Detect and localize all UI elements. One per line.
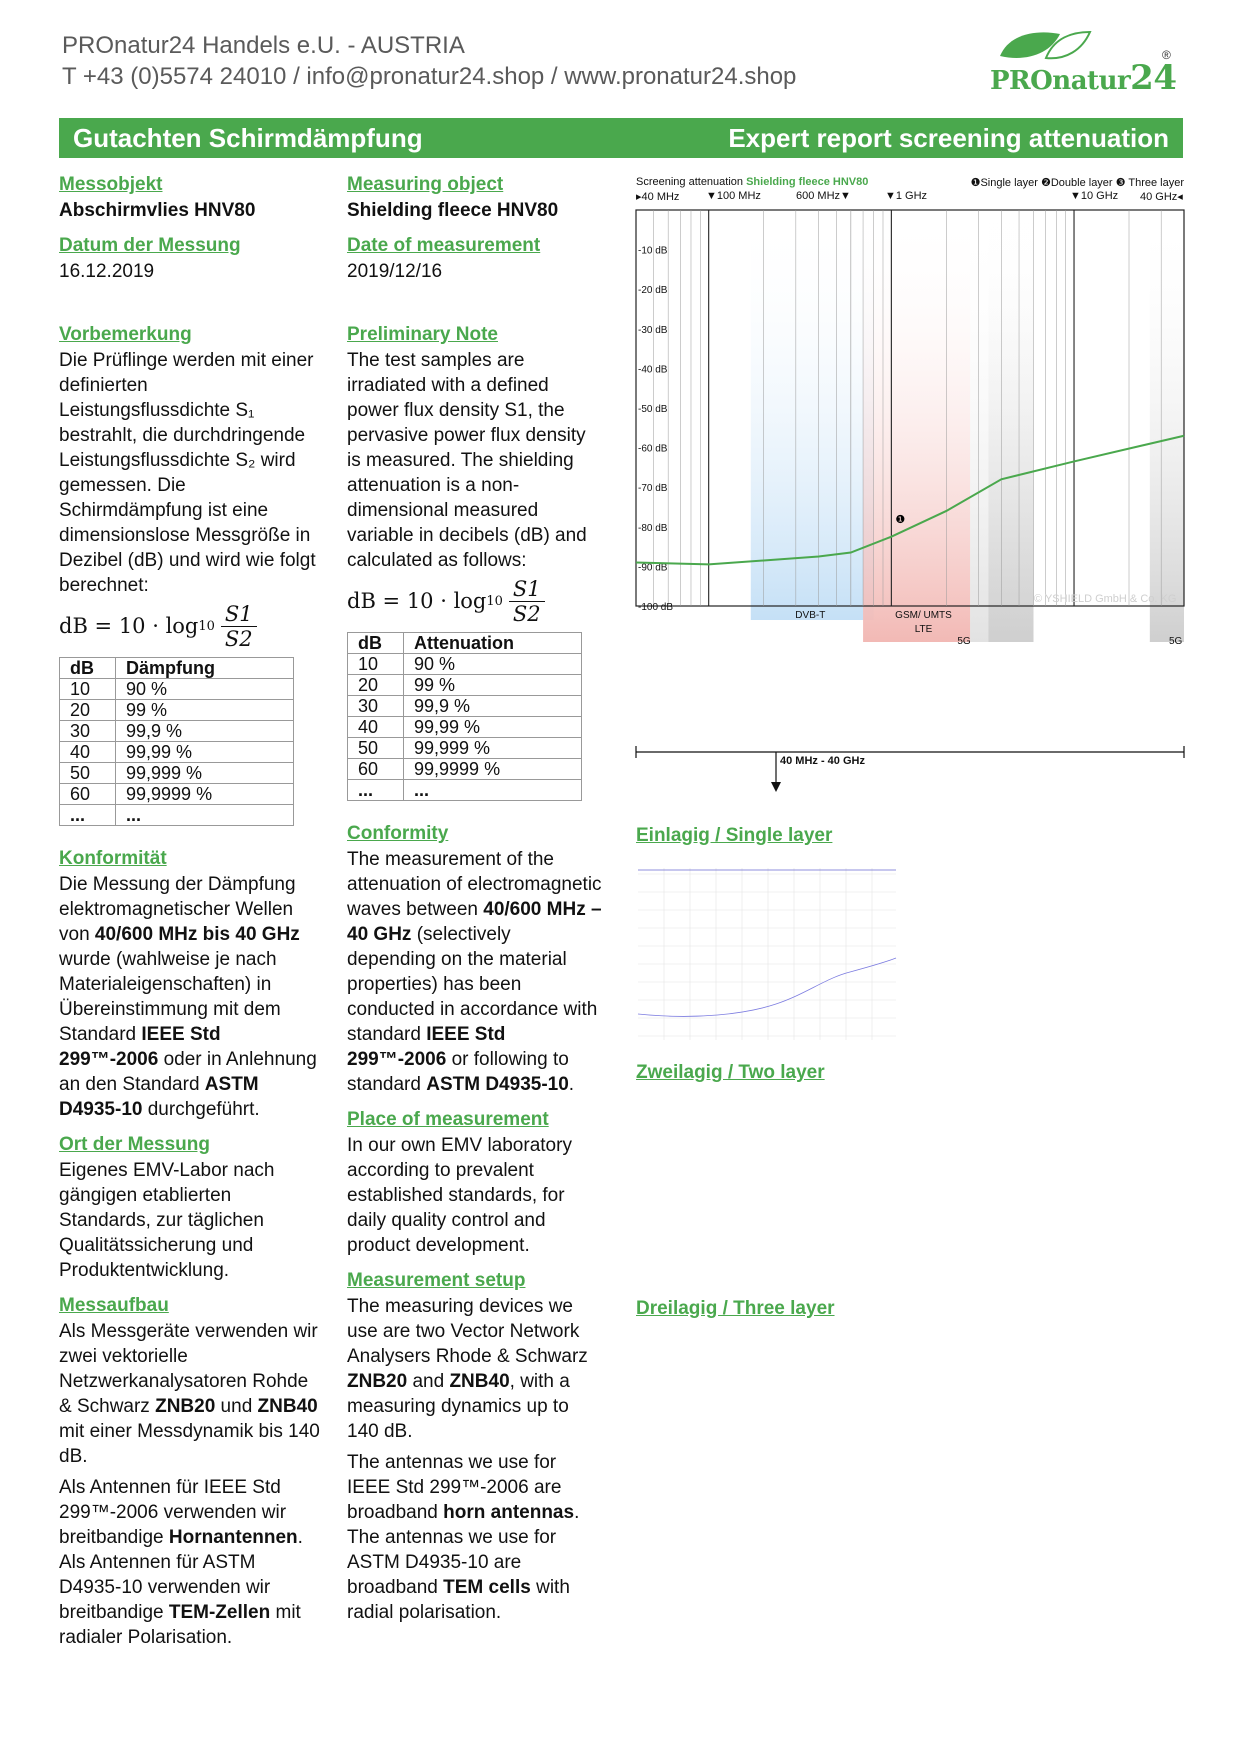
y-tick-label: -60 dB xyxy=(638,443,668,455)
setup-heading-de: Messaufbau xyxy=(59,1295,169,1316)
table-row xyxy=(60,721,294,742)
german-column xyxy=(59,172,321,1656)
date-heading-de: Datum der Messung xyxy=(59,235,241,256)
object-value-en: Shielding fleece HNV80 xyxy=(347,200,559,221)
table-row xyxy=(60,679,294,700)
attenuation-cell: 99,99 % xyxy=(116,742,294,763)
band-0 xyxy=(751,210,874,620)
db-cell: 40 xyxy=(60,742,116,763)
formula-de: dB = 10 · log 10 $\frac{S1}{S2}$ xyxy=(59,602,321,651)
band-label: 5G xyxy=(957,636,971,647)
contact-line: T +43 (0)5574 24010 / info@pronatur24.shop / www.pronatur24.shop xyxy=(62,63,797,90)
table-row xyxy=(348,654,582,675)
conformity-heading-en: Conformity xyxy=(347,823,449,844)
note-heading-en: Preliminary Note xyxy=(347,324,498,345)
table-row xyxy=(60,742,294,763)
db-cell: ... xyxy=(348,780,404,801)
attenuation-cell: 90 % xyxy=(116,679,294,700)
attenuation-table-en xyxy=(347,632,582,801)
band-3 xyxy=(1150,210,1184,642)
db-cell: 20 xyxy=(60,700,116,721)
band-label: LTE xyxy=(914,624,933,635)
banner-title-en: Expert report screening attenuation xyxy=(728,123,1169,153)
freq-label: ▼1 GHz xyxy=(885,190,928,202)
table-row xyxy=(348,780,582,801)
attenuation-cell: 99,9999 % xyxy=(116,784,294,805)
attenuation-cell: 99 % xyxy=(116,700,294,721)
table-row xyxy=(60,805,294,826)
table-header: dB Dämpfung xyxy=(60,658,294,679)
note-heading-de: Vorbemerkung xyxy=(59,324,192,345)
freq-label: ▼100 MHz xyxy=(706,190,761,202)
table-row xyxy=(60,763,294,784)
attenuation-cell: 99,99 % xyxy=(404,717,582,738)
db-cell: 60 xyxy=(348,759,404,780)
english-column xyxy=(347,172,602,1631)
db-cell: 50 xyxy=(348,738,404,759)
place-text-en: In our own EMV laboratory according to prevalent established standards, for daily quality control and product development. xyxy=(347,1135,572,1256)
attenuation-cell: 99,9999 % xyxy=(404,759,582,780)
note-text-en: The test samples are irradiated with a defined power flux density S1, the pervasive power flux density is measured. The shielding attenuation is a non-dimensional measured variable in decibels (dB) and calculated as follows: xyxy=(347,350,587,571)
two-layer-heading: Zweilagig / Two layer xyxy=(636,1062,825,1083)
attenuation-chart xyxy=(630,200,1190,740)
setup-text-de: Als Messgeräte verwenden wir zwei vektorielle Netzwerkanalysatoren Rohde & Schwarz ZNB20 und ZNB40 mit einer Messdynamik bis 140 dB. xyxy=(59,1321,320,1467)
attenuation-table-de xyxy=(59,657,294,826)
table-row xyxy=(348,717,582,738)
note-text-de: Die Prüflinge werden mit einer definierten Leistungsflussdichte S₁ bestrahlt, die durchdringende Leistungsflussdichte S₂ wird gemessen. Die Schirmdämpfung ist eine dimensionslose Messgröße in Dezibel (dB) und wird wie folgt berechnet: xyxy=(59,350,316,596)
setup-text-en: The measuring devices we use are two Vector Network Analysers Rhode & Schwarz ZNB20 and ZNB40, with a measuring dynamics up to 140 dB. xyxy=(347,1296,588,1442)
freq-label: 40 GHz◂ xyxy=(1140,191,1183,203)
db-cell: 10 xyxy=(348,654,404,675)
frequency-range-arrow xyxy=(632,742,1188,792)
single-layer-heading: Einlagig / Single layer xyxy=(636,825,833,846)
conformity-heading-de: Konformität xyxy=(59,848,167,869)
y-tick-label: -70 dB xyxy=(638,483,668,495)
y-tick-label: -30 dB xyxy=(638,324,668,336)
y-tick-label: -40 dB xyxy=(638,364,668,376)
date-heading-en: Date of measurement xyxy=(347,235,541,256)
attenuation-cell: 99,9 % xyxy=(116,721,294,742)
attenuation-cell: 99,999 % xyxy=(116,763,294,784)
pronatur24-logo xyxy=(990,28,1190,100)
band-label: GSM/ UMTS xyxy=(895,610,952,621)
y-tick-label: -20 dB xyxy=(638,285,668,297)
object-value-de: Abschirmvlies HNV80 xyxy=(59,200,256,221)
date-value-en: 2019/12/16 xyxy=(347,261,443,282)
conformity-text-de: Die Messung der Dämpfung elektromagnetischer Wellen von 40/600 MHz bis 40 GHz wurde (wahlweise je nach Materialeigenschaften) in Übereinstimmung mit dem Standard IEEE Std 299™-2006 oder in Anlehnung an den Standard ASTM D4935-10 durchgeführt. xyxy=(59,874,317,1120)
registered-mark: ® xyxy=(1162,48,1171,62)
table-row xyxy=(60,784,294,805)
y-tick-label: -50 dB xyxy=(638,404,668,415)
table-row xyxy=(348,696,582,717)
place-heading-en: Place of measurement xyxy=(347,1109,549,1130)
date-value-de: 16.12.2019 xyxy=(59,261,155,282)
antenna-text-de: Als Antennen für IEEE Std 299™-2006 verwenden wir breitbandige Hornantennen. Als Antennen für ASTM D4935-10 verwenden wir breitbandige TEM-Zellen mit radialer Polarisation. xyxy=(59,1477,303,1648)
freq-label: ▸40 MHz xyxy=(636,191,680,203)
db-cell: 40 xyxy=(348,717,404,738)
marker-single-layer: ❶ xyxy=(895,512,906,526)
attenuation-cell: ... xyxy=(404,780,582,801)
conformity-text-en: The measurement of the attenuation of electromagnetic waves between 40/600 MHz – 40 GHz (selectively depending on the material properties) has been conducted in accordance with standard IEEE Std 299™-2006 or following to standard ASTM D4935-10. xyxy=(347,849,602,1095)
y-tick-label: -90 dB xyxy=(638,562,668,574)
single-layer-thumbnail xyxy=(636,854,898,1050)
title-banner xyxy=(59,118,1183,158)
band-5g-bg xyxy=(970,210,1033,642)
db-cell: 10 xyxy=(60,679,116,700)
freq-label: 600 MHz▼ xyxy=(796,190,851,202)
y-tick-label: -10 dB xyxy=(638,245,668,257)
band-1 xyxy=(863,210,970,642)
setup-heading-en: Measurement setup xyxy=(347,1270,526,1291)
table-row xyxy=(348,738,582,759)
db-cell: ... xyxy=(60,805,116,826)
object-heading-en: Measuring object xyxy=(347,174,504,195)
logo-wordmark: PROnatur24 xyxy=(990,58,1177,98)
attenuation-cell: 99,999 % xyxy=(404,738,582,759)
freq-label: ▼10 GHz xyxy=(1070,190,1119,202)
db-cell: 50 xyxy=(60,763,116,784)
company-header xyxy=(62,30,796,92)
table-row xyxy=(348,759,582,780)
attenuation-cell: 99,9 % xyxy=(404,696,582,717)
table-row xyxy=(60,700,294,721)
formula-en: dB = 10 · log 10 $\frac{S1}{S2}$ xyxy=(347,577,602,626)
chart-watermark: © YSHIELD GmbH & Co. KG xyxy=(1034,593,1177,605)
y-tick-label: -80 dB xyxy=(638,522,668,534)
attenuation-cell: ... xyxy=(116,805,294,826)
object-heading-de: Messobjekt xyxy=(59,174,163,195)
place-text-de: Eigenes EMV-Labor nach gängigen etablierten Standards, zur täglichen Qualitätssicherung und Produktentwicklung. xyxy=(59,1160,275,1281)
chart-legend: ❶Single layer ❷Double layer ❸ Three layer xyxy=(970,177,1184,189)
three-layer-heading: Dreilagig / Three layer xyxy=(636,1298,835,1319)
place-heading-de: Ort der Messung xyxy=(59,1134,210,1155)
attenuation-cell: 99 % xyxy=(404,675,582,696)
band-label: 5G xyxy=(1168,636,1183,647)
frequency-range-label: 40 MHz - 40 GHz xyxy=(780,755,865,767)
db-cell: 20 xyxy=(348,675,404,696)
banner-title-de: Gutachten Schirmdämpfung xyxy=(73,123,423,153)
band-label: DVB-T xyxy=(795,610,826,621)
db-cell: 60 xyxy=(60,784,116,805)
db-cell: 30 xyxy=(348,696,404,717)
table-header: dB Attenuation xyxy=(348,633,582,654)
y-tick-label: -100 dB xyxy=(638,602,674,613)
attenuation-cell: 90 % xyxy=(404,654,582,675)
table-row xyxy=(348,675,582,696)
chart-title: Screening attenuation Shielding fleece HNV80 ❶Single layer ❷Double layer ❸ Three layer xyxy=(636,176,1184,189)
antenna-text-en: The antennas we use for IEEE Std 299™-2006 are broadband horn antennas. The antennas we use for ASTM D4935-10 are broadband TEM cells with radial polarisation. xyxy=(347,1452,580,1623)
db-cell: 30 xyxy=(60,721,116,742)
company-name: PROnatur24 Handels e.U. - AUSTRIA xyxy=(62,32,465,59)
